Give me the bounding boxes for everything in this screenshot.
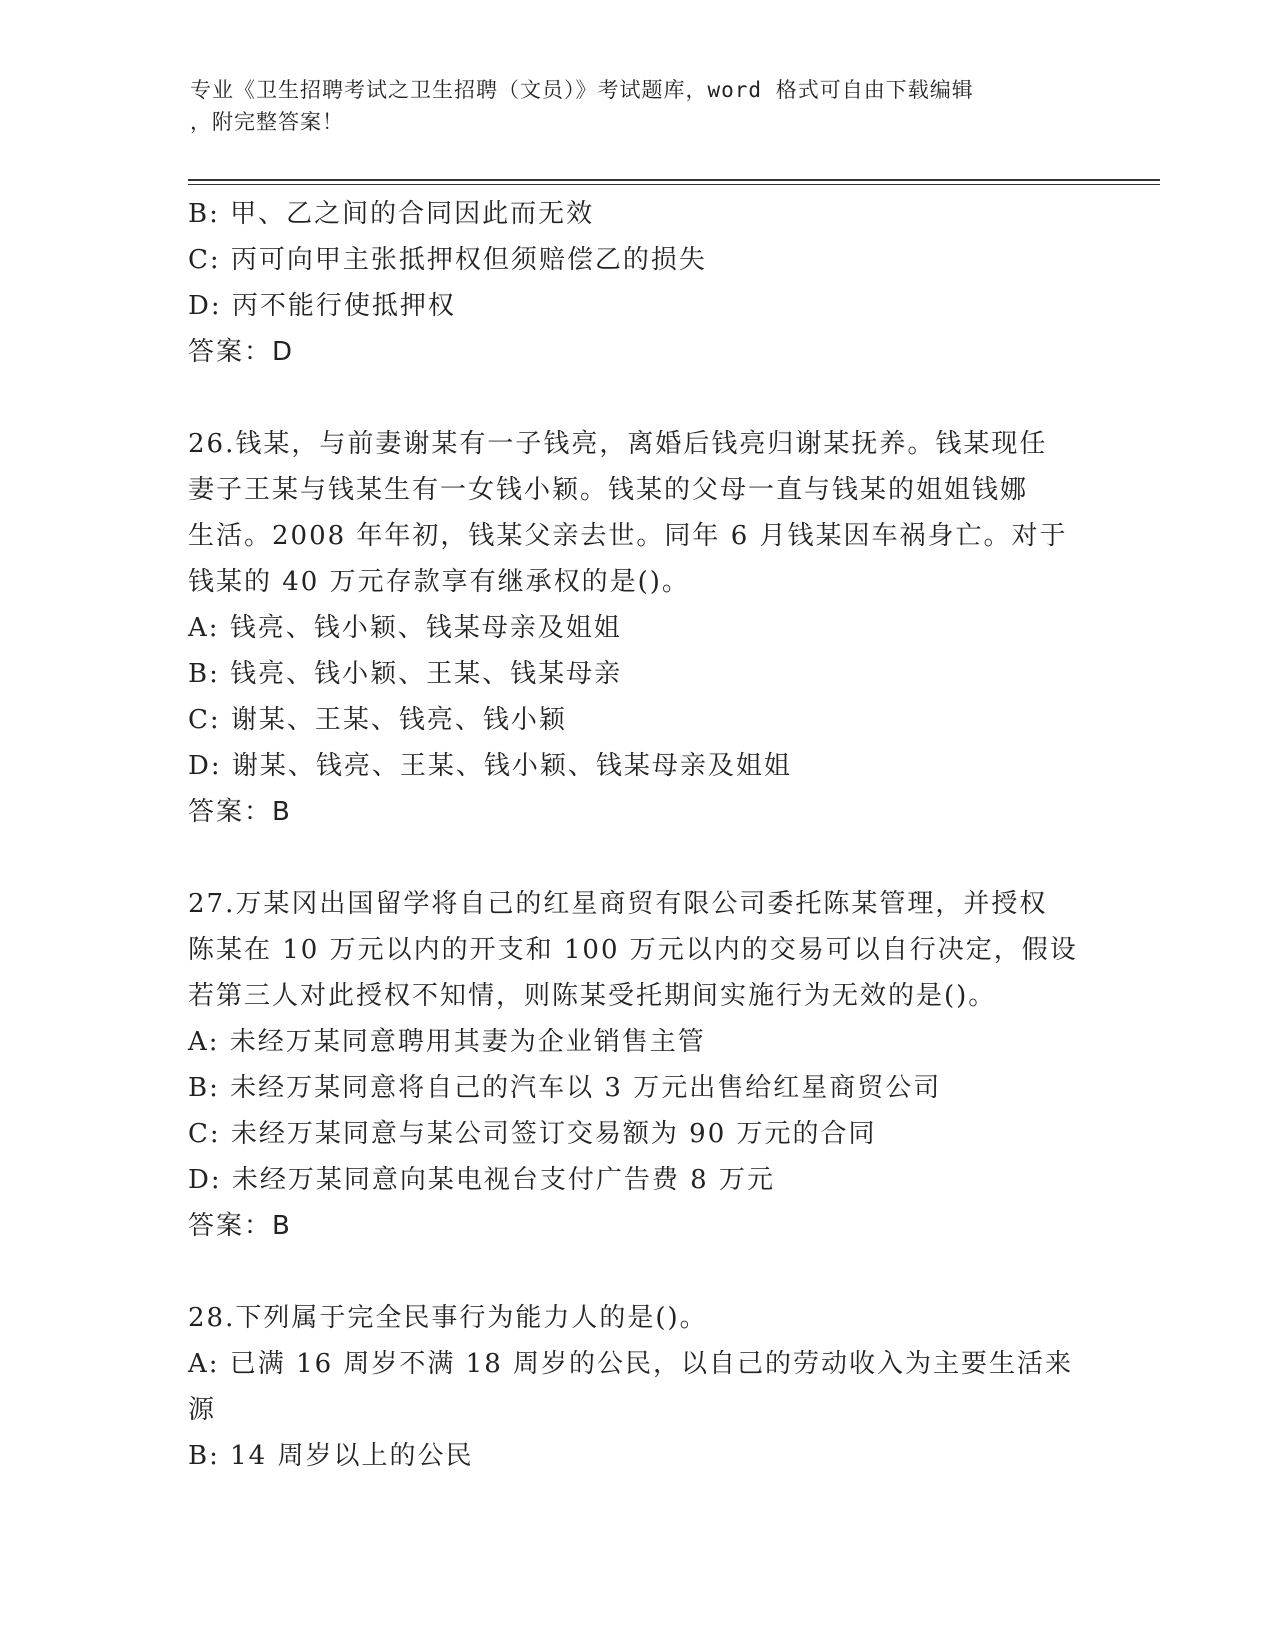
header-divider-thick bbox=[188, 179, 1160, 181]
option-a: A: 未经万某同意聘用其妻为企业销售主管 bbox=[188, 1027, 706, 1057]
option-b: B: 14 周岁以上的公民 bbox=[188, 1441, 474, 1471]
answer: 答案：D bbox=[188, 337, 295, 367]
option-b: B: 甲、乙之间的合同因此而无效 bbox=[188, 199, 595, 229]
answer: 答案：B bbox=[188, 1211, 292, 1241]
option-c: C: 未经万某同意与某公司签订交易额为 90 万元的合同 bbox=[188, 1119, 877, 1149]
option-a: A: 已满 16 周岁不满 18 周岁的公民，以自己的劳动收入为主要生活来 bbox=[188, 1349, 1074, 1379]
answer: 答案：B bbox=[188, 797, 292, 827]
spacer bbox=[188, 375, 1088, 421]
question-stem-line: 26.钱某，与前妻谢某有一子钱亮，离婚后钱亮归谢某抚养。钱某现任 bbox=[188, 429, 1048, 459]
question-stem-line: 钱某的 40 万元存款享有继承权的是()。 bbox=[188, 567, 690, 597]
question-stem-line: 生活。2008 年年初，钱某父亲去世。同年 6 月钱某因车祸身亡。对于 bbox=[188, 521, 1068, 551]
question-stem-line: 28.下列属于完全民事行为能力人的是()。 bbox=[188, 1303, 708, 1333]
option-b: B: 钱亮、钱小颖、王某、钱某母亲 bbox=[188, 659, 623, 689]
spacer bbox=[188, 835, 1088, 881]
question-28 bbox=[188, 1295, 1088, 1479]
header-line-2: ，附完整答案！ bbox=[190, 110, 344, 134]
question-list bbox=[188, 191, 1088, 1479]
question-stem-line: 陈某在 10 万元以内的开支和 100 万元以内的交易可以自行决定，假设 bbox=[188, 935, 1078, 965]
header-line-1: 专业《卫生招聘考试之卫生招聘（文员）》考试题库，word 格式可自由下载编辑 bbox=[190, 78, 974, 102]
option-d: D: 未经万某同意向某电视台支付广告费 8 万元 bbox=[188, 1165, 775, 1195]
option-c: C: 丙可向甲主张抵押权但须赔偿乙的损失 bbox=[188, 245, 707, 275]
spacer bbox=[188, 1249, 1088, 1295]
question-25 bbox=[188, 191, 1088, 375]
option-a: A: 钱亮、钱小颖、钱某母亲及姐姐 bbox=[188, 613, 622, 643]
question-26 bbox=[188, 421, 1088, 835]
option-c: C: 谢某、王某、钱亮、钱小颖 bbox=[188, 705, 567, 735]
question-stem-line: 若第三人对此授权不知情，则陈某受托期间实施行为无效的是()。 bbox=[188, 981, 997, 1011]
header-divider-thin bbox=[188, 184, 1160, 185]
option-d: D: 谢某、钱亮、王某、钱小颖、钱某母亲及姐姐 bbox=[188, 751, 792, 781]
option-d: D: 丙不能行使抵押权 bbox=[188, 291, 456, 321]
document-header bbox=[190, 74, 1090, 138]
question-27 bbox=[188, 881, 1088, 1249]
option-a-continued: 源 bbox=[188, 1395, 217, 1425]
question-stem-line: 妻子王某与钱某生有一女钱小颖。钱某的父母一直与钱某的姐姐钱娜 bbox=[188, 475, 1029, 505]
question-stem-line: 27.万某冈出国留学将自己的红星商贸有限公司委托陈某管理，并授权 bbox=[188, 889, 1048, 919]
option-b: B: 未经万某同意将自己的汽车以 3 万元出售给红星商贸公司 bbox=[188, 1073, 942, 1103]
